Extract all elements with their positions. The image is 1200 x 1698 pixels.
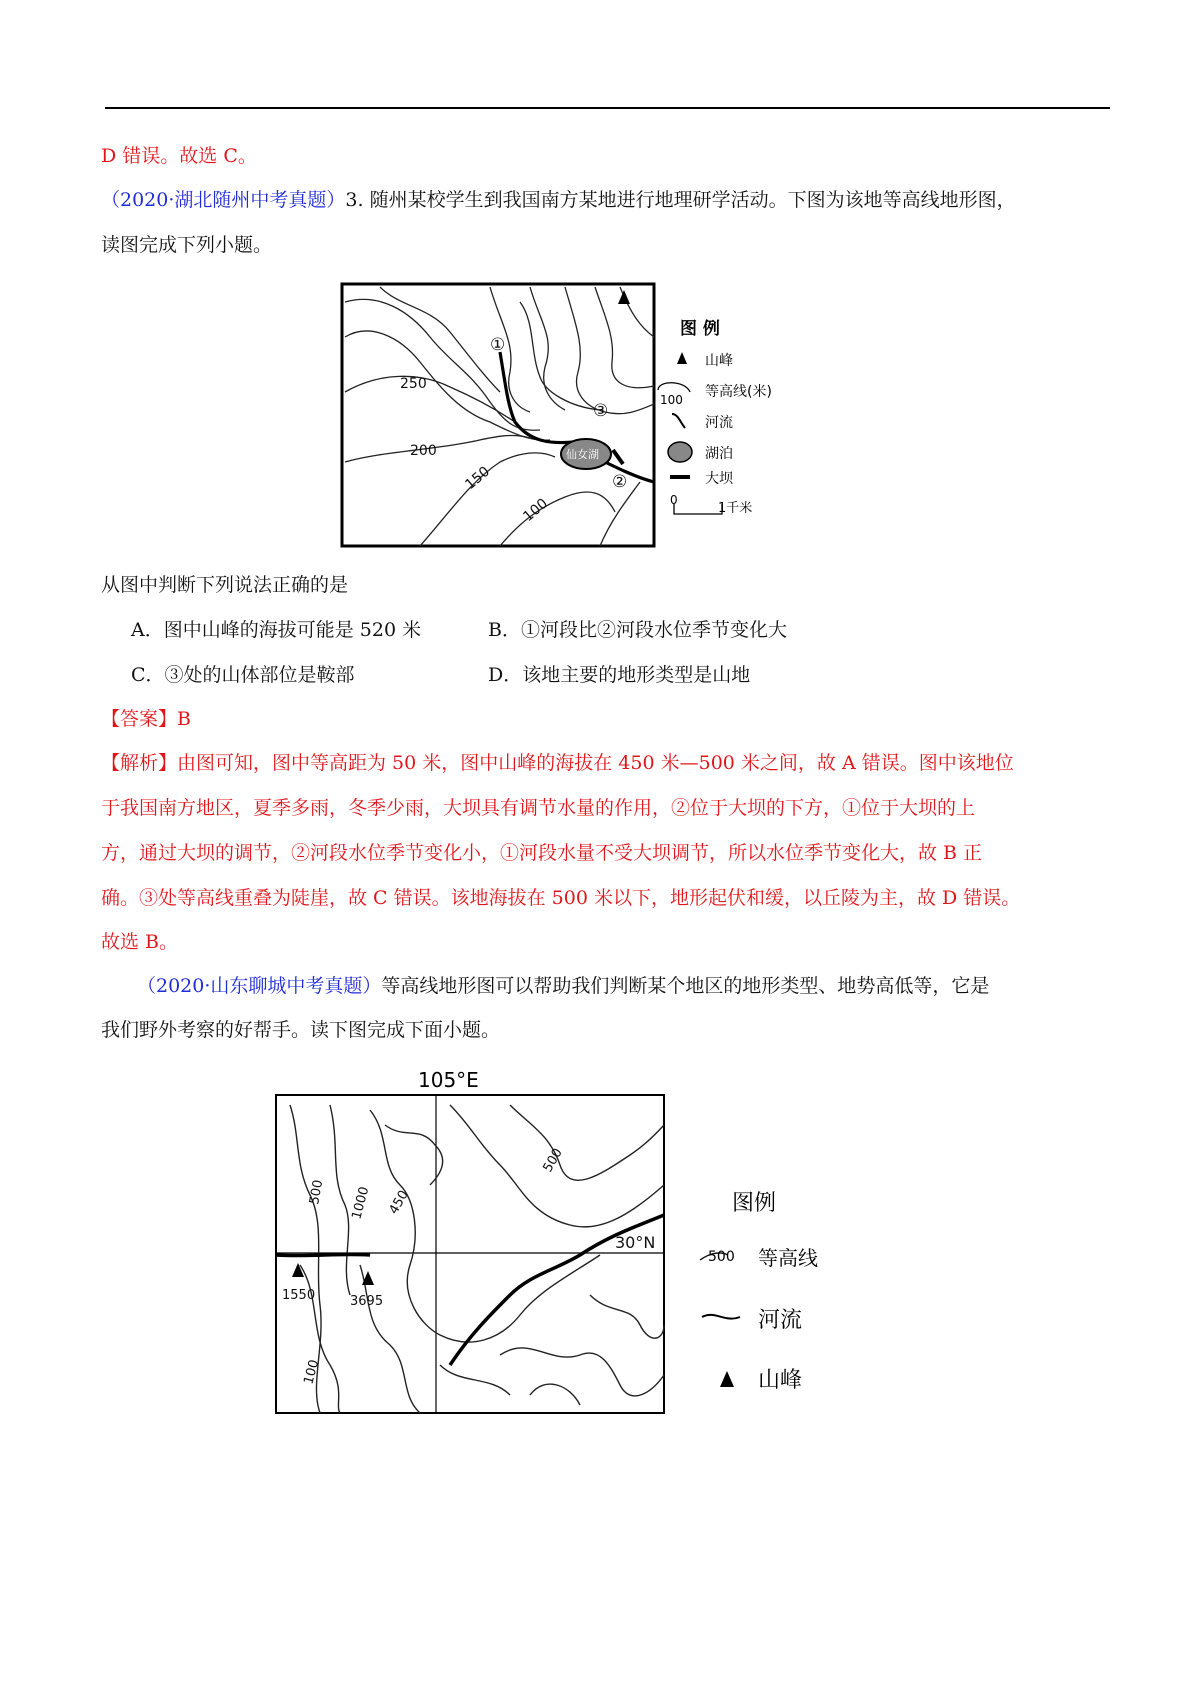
explanation-4: 确。③处等高线重叠为陡崖，故 C 错误。该地海拔在 500 米以下，地形起伏和缓，以丘陵为主，故 D 错误。	[101, 887, 1021, 909]
header-rule	[105, 107, 1110, 109]
map2-legend-peak: 山峰	[758, 1368, 803, 1393]
q4-text-2: 我们野外考察的好帮手。读下图完成下面小题。	[101, 1019, 501, 1041]
map1-legend-dam-icon	[670, 475, 690, 479]
map1-label-150: 150	[462, 463, 494, 494]
q3-stem: 从图中判断下列说法正确的是	[101, 574, 349, 596]
option-d: D．该地主要的地形类型是山地	[488, 664, 751, 686]
explanation-1: 【解析】由图可知，图中等高距为 50 米，图中山峰的海拔在 450 米—500 米之间，故 A 错误。图中该地位	[101, 752, 1014, 774]
map1-scale-0: 0	[670, 493, 678, 507]
explanation-3: 方，通过大坝的调节，②河段水位季节变化小，①河段水量不受大坝调节，所以水位季节变化大，故 B 正	[101, 842, 983, 864]
q3-prompt	[101, 187, 1016, 213]
map2-legend-contour: 等高线	[758, 1246, 818, 1270]
map1-mark-1: ①	[490, 335, 506, 355]
map1-scale-1: 1千米	[718, 501, 753, 516]
map1-legend-title: 图 例	[680, 319, 720, 339]
map1-legend-contour: 等高线(米)	[705, 384, 772, 400]
map1-mark-3: ③	[593, 401, 609, 421]
q4-source: （2020·山东聊城中考真题）	[137, 975, 382, 997]
q3-source: （2020·湖北随州中考真题）	[101, 189, 346, 211]
q4-text: 等高线地形图可以帮助我们判断某个地区的地形类型、地势高低等，它是	[381, 975, 990, 997]
map1-legend-peak: 山峰	[705, 353, 733, 369]
option-c: C．③处的山体部位是鞍部	[131, 664, 355, 686]
q3-text: 3. 随州某校学生到我国南方某地进行地理研学活动。下图为该地等高线地形图，	[345, 189, 1016, 211]
map1-label-100: 100	[520, 495, 552, 526]
map2-lat-label: 30°N	[615, 1233, 656, 1252]
map2-legend-peak-icon	[720, 1371, 734, 1387]
map2-label-1000: 1000	[349, 1185, 373, 1222]
map1-legend-river: 河流	[705, 415, 733, 431]
explanation-5: 故选 B。	[101, 931, 179, 953]
map1-lake-label: 仙女湖	[566, 448, 599, 461]
map2-legend-contour-val: 500	[708, 1249, 735, 1265]
map1-label-200: 200	[410, 443, 437, 459]
map1-mark-2: ②	[612, 472, 628, 492]
map2-label-500b: 500	[307, 1178, 327, 1206]
map1-legend-peak-icon	[677, 352, 687, 364]
map2-label-3695: 3695	[350, 1294, 384, 1309]
q3-text-2: 读图完成下列小题。	[101, 234, 273, 256]
option-b: B．①河段比②河段水位季节变化大	[488, 619, 787, 641]
map1-legend-contour-val: 100	[660, 393, 683, 407]
map1-legend-lake: 湖泊	[705, 446, 733, 462]
map1-label-250: 250	[400, 376, 427, 392]
map2-legend	[700, 1191, 818, 1393]
map2-label-1550: 1550	[282, 1288, 316, 1303]
map1-legend-dam: 大坝	[705, 471, 733, 487]
map2-label-100: 100	[301, 1358, 323, 1387]
map2-legend-river-icon	[702, 1315, 740, 1319]
contour-map-2	[270, 1065, 870, 1425]
prev-conclusion: D 错误。故选 C。	[101, 145, 257, 167]
map1-legend	[658, 318, 772, 516]
explanation-2: 于我国南方地区，夏季多雨，冬季少雨，大坝具有调节水量的作用，②位于大坝的下方，①位于大坝的上	[101, 797, 976, 819]
map1-legend-river-icon	[672, 414, 685, 428]
map1-legend-lake-icon	[668, 442, 692, 462]
map2-legend-river: 河流	[758, 1308, 803, 1333]
map2-legend-title: 图例	[732, 1191, 777, 1216]
map2-label-500a: 500	[540, 1145, 566, 1175]
q4-prompt	[137, 973, 989, 999]
map1-scale-bar	[674, 504, 722, 514]
answer: 【答案】B	[101, 708, 191, 730]
map1-legend-contour-icon	[658, 383, 690, 392]
map2-label-450: 450	[386, 1187, 412, 1217]
option-a: A．图中山峰的海拔可能是 520 米	[131, 619, 422, 641]
contour-map-1	[340, 282, 780, 552]
map2-lon-label: 105°E	[418, 1068, 479, 1092]
